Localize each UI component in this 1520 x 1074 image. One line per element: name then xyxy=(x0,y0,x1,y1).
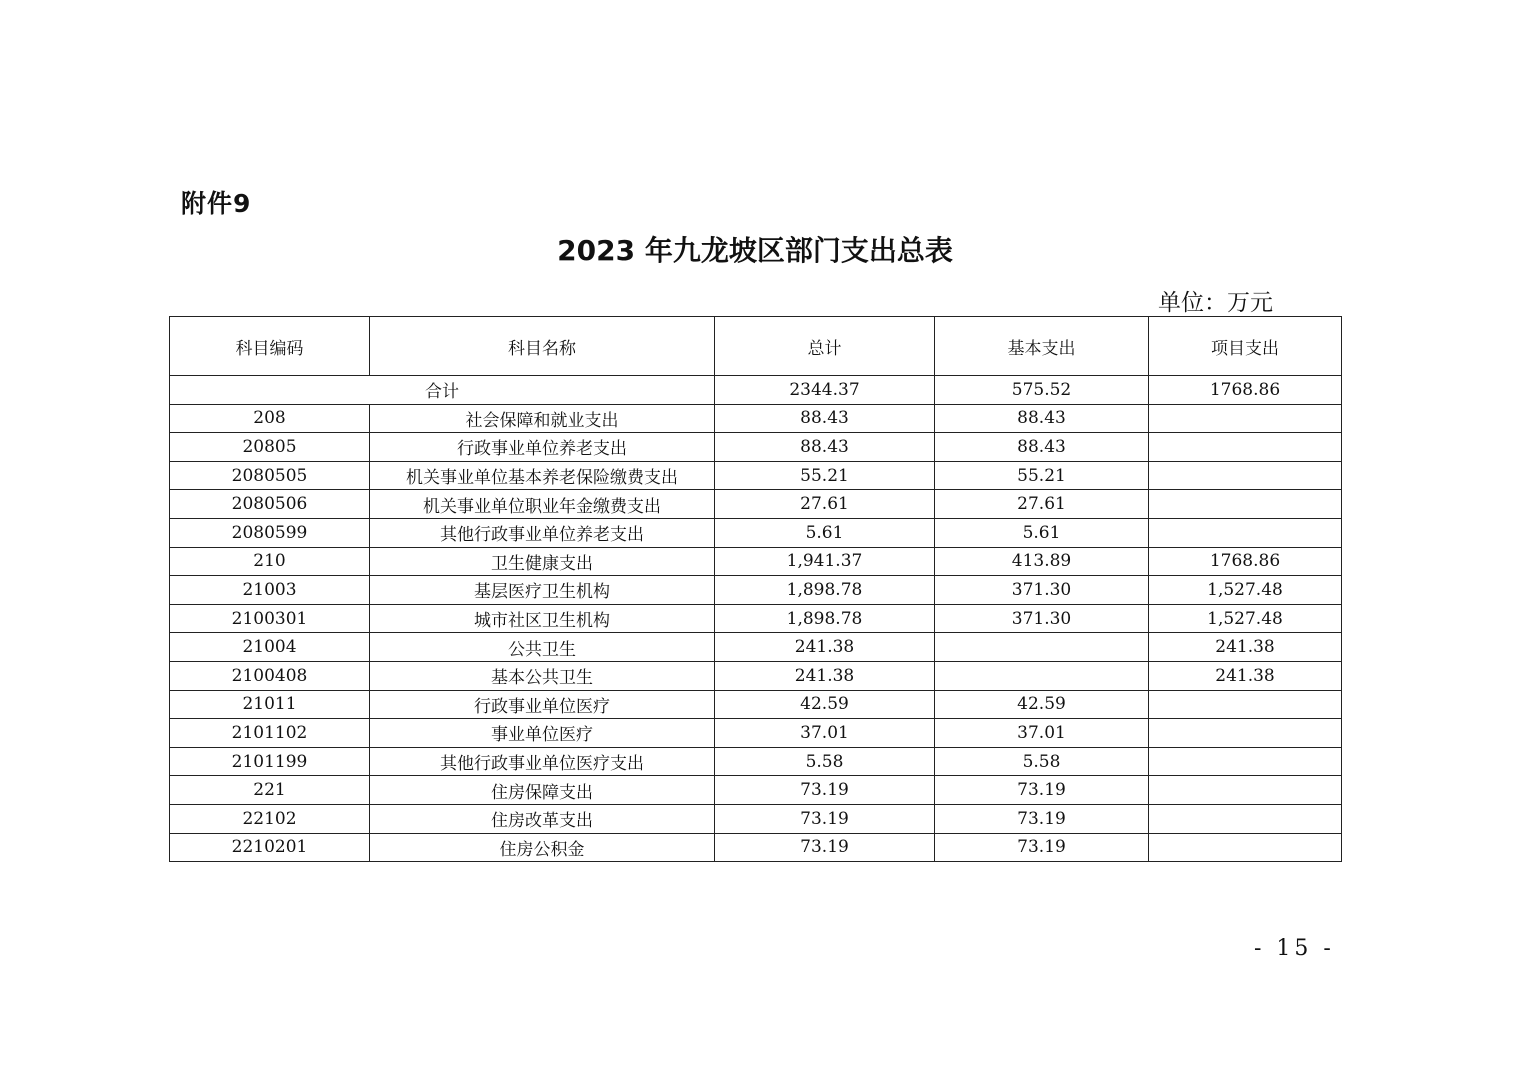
header-code: 科目编码 xyxy=(170,317,370,376)
document-title: 2023 年九龙坡区部门支出总表 xyxy=(557,234,953,267)
cell-code: 210 xyxy=(170,547,370,576)
cell-basic: 73.19 xyxy=(935,804,1149,833)
table-row xyxy=(170,661,1342,690)
cell-name: 机关事业单位职业年金缴费支出 xyxy=(370,490,715,519)
cell-basic: 88.43 xyxy=(935,433,1149,462)
cell-code: 2101102 xyxy=(170,719,370,748)
cell-code: 2080599 xyxy=(170,518,370,547)
cell-total: 88.43 xyxy=(715,404,935,433)
table-row xyxy=(170,633,1342,662)
cell-code: 21004 xyxy=(170,633,370,662)
cell-name: 行政事业单位医疗 xyxy=(370,690,715,719)
cell-project xyxy=(1149,719,1342,748)
cell-project xyxy=(1149,490,1342,519)
page-number: - 15 - xyxy=(1254,936,1335,961)
cell-name: 住房公积金 xyxy=(370,833,715,862)
cell-name: 基层医疗卫生机构 xyxy=(370,576,715,605)
cell-basic: 371.30 xyxy=(935,604,1149,633)
cell-name: 公共卫生 xyxy=(370,633,715,662)
cell-name: 社会保障和就业支出 xyxy=(370,404,715,433)
cell-total: 27.61 xyxy=(715,490,935,519)
cell-project xyxy=(1149,518,1342,547)
cell-name: 住房保障支出 xyxy=(370,776,715,805)
cell-project xyxy=(1149,804,1342,833)
cell-basic: 42.59 xyxy=(935,690,1149,719)
cell-total: 1,941.37 xyxy=(715,547,935,576)
header-name: 科目名称 xyxy=(370,317,715,376)
header-basic: 基本支出 xyxy=(935,317,1149,376)
table-row xyxy=(170,690,1342,719)
cell-code: 22102 xyxy=(170,804,370,833)
cell-project: 1,527.48 xyxy=(1149,604,1342,633)
cell-basic: 5.61 xyxy=(935,518,1149,547)
cell-name: 基本公共卫生 xyxy=(370,661,715,690)
cell-total: 73.19 xyxy=(715,804,935,833)
table-row xyxy=(170,518,1342,547)
cell-name: 事业单位医疗 xyxy=(370,719,715,748)
cell-code: 20805 xyxy=(170,433,370,462)
cell-name: 其他行政事业单位养老支出 xyxy=(370,518,715,547)
cell-basic xyxy=(935,661,1149,690)
cell-project: 241.38 xyxy=(1149,661,1342,690)
cell-code: 2080505 xyxy=(170,461,370,490)
table-row xyxy=(170,547,1342,576)
table-row xyxy=(170,804,1342,833)
table-row xyxy=(170,719,1342,748)
total-total: 2344.37 xyxy=(715,376,935,405)
table-row xyxy=(170,490,1342,519)
header-total: 总计 xyxy=(715,317,935,376)
cell-basic: 27.61 xyxy=(935,490,1149,519)
total-project: 1768.86 xyxy=(1149,376,1342,405)
cell-basic xyxy=(935,633,1149,662)
cell-project xyxy=(1149,833,1342,862)
cell-basic: 413.89 xyxy=(935,547,1149,576)
cell-code: 208 xyxy=(170,404,370,433)
cell-basic: 37.01 xyxy=(935,719,1149,748)
cell-total: 73.19 xyxy=(715,776,935,805)
cell-total: 88.43 xyxy=(715,433,935,462)
cell-total: 5.58 xyxy=(715,747,935,776)
cell-name: 住房改革支出 xyxy=(370,804,715,833)
cell-total: 73.19 xyxy=(715,833,935,862)
cell-total: 55.21 xyxy=(715,461,935,490)
cell-project xyxy=(1149,404,1342,433)
cell-code: 2100408 xyxy=(170,661,370,690)
cell-code: 2210201 xyxy=(170,833,370,862)
cell-name: 机关事业单位基本养老保险缴费支出 xyxy=(370,461,715,490)
table-row xyxy=(170,604,1342,633)
cell-total: 241.38 xyxy=(715,633,935,662)
cell-code: 21003 xyxy=(170,576,370,605)
table-row xyxy=(170,747,1342,776)
cell-total: 5.61 xyxy=(715,518,935,547)
cell-basic: 73.19 xyxy=(935,776,1149,805)
cell-code: 221 xyxy=(170,776,370,805)
cell-total: 42.59 xyxy=(715,690,935,719)
cell-project xyxy=(1149,461,1342,490)
cell-total: 1,898.78 xyxy=(715,576,935,605)
cell-name: 行政事业单位养老支出 xyxy=(370,433,715,462)
cell-basic: 55.21 xyxy=(935,461,1149,490)
cell-project: 1,527.48 xyxy=(1149,576,1342,605)
attachment-label: 附件9 xyxy=(181,189,252,218)
table-row xyxy=(170,461,1342,490)
cell-total: 1,898.78 xyxy=(715,604,935,633)
cell-project xyxy=(1149,776,1342,805)
total-basic: 575.52 xyxy=(935,376,1149,405)
table-header-row xyxy=(170,317,1342,376)
total-label: 合计 xyxy=(170,376,715,405)
cell-total: 37.01 xyxy=(715,719,935,748)
cell-project xyxy=(1149,747,1342,776)
cell-name: 其他行政事业单位医疗支出 xyxy=(370,747,715,776)
cell-code: 2101199 xyxy=(170,747,370,776)
table-row xyxy=(170,433,1342,462)
cell-code: 21011 xyxy=(170,690,370,719)
cell-name: 城市社区卫生机构 xyxy=(370,604,715,633)
cell-code: 2080506 xyxy=(170,490,370,519)
cell-basic: 88.43 xyxy=(935,404,1149,433)
cell-project: 241.38 xyxy=(1149,633,1342,662)
unit-label: 单位：万元 xyxy=(1158,290,1273,316)
total-row xyxy=(170,376,1342,405)
cell-project: 1768.86 xyxy=(1149,547,1342,576)
cell-basic: 5.58 xyxy=(935,747,1149,776)
expenditure-table xyxy=(169,316,1342,862)
table-row xyxy=(170,576,1342,605)
cell-project xyxy=(1149,690,1342,719)
table-row xyxy=(170,404,1342,433)
cell-total: 241.38 xyxy=(715,661,935,690)
header-project: 项目支出 xyxy=(1149,317,1342,376)
table-row xyxy=(170,833,1342,862)
cell-project xyxy=(1149,433,1342,462)
table-row xyxy=(170,776,1342,805)
cell-basic: 73.19 xyxy=(935,833,1149,862)
cell-name: 卫生健康支出 xyxy=(370,547,715,576)
cell-code: 2100301 xyxy=(170,604,370,633)
cell-basic: 371.30 xyxy=(935,576,1149,605)
